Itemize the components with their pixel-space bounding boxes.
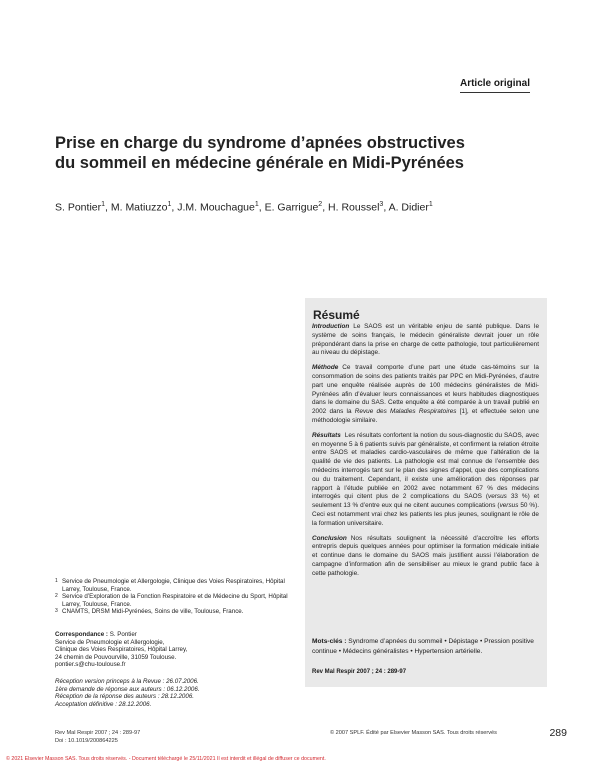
submission-dates — [55, 678, 295, 709]
footer-copyright: © 2007 SPLF. Édité par Elsevier Masson SAS. Tous droits réservés — [330, 730, 497, 736]
affiliation-number: 1 — [55, 578, 58, 584]
affiliation-item — [55, 593, 305, 608]
date-line: Réception version princeps à la Revue : 26.07.2006. — [55, 678, 199, 685]
author-separator: , — [171, 201, 178, 214]
author-name: A. Didier — [388, 201, 429, 214]
correspondence — [55, 631, 295, 669]
correspondence-label: Correspondance : — [55, 631, 108, 638]
affiliation-text: Service d’Exploration de la Fonction Respiratoire et de Médecine du Sport, Hôpital Larrey, Toulouse, France. — [62, 593, 288, 608]
author-name: J.M. Mouchague — [177, 201, 255, 214]
author-separator: , — [383, 201, 389, 214]
section-text: 33 %) et seulement 13 % d’entre eux qui ne citent aucunes complications ( — [312, 493, 539, 510]
correspondence-line: 24 chemin de Pouvourville, 31059 Toulouse. — [55, 653, 177, 661]
abstract-box — [305, 298, 547, 687]
abstract-resultats — [312, 432, 539, 529]
abstract-conclusion — [312, 535, 539, 579]
affiliation-number: 2 — [55, 593, 58, 600]
section-text: Ce travail comporte d’une part une étude cas-témoins sur la consommation de soins des patients traités par PPC en Midi-Pyrénées, d’autre part une enquête réalisée auprès de 100 médecins généralistes de Midi-Pyrénées afin d’évaluer leurs connaissances et leurs habitudes diagnostiques dans le domaine du SAS. Cette enquête a été comparée à un travail publié en 2002 dans la — [312, 364, 539, 416]
journal-reference: Rev Mal Respir 2007 ; 24 : 289-97 — [312, 669, 407, 675]
versus-term: versus — [488, 493, 507, 501]
section-label: Résultats — [312, 431, 341, 439]
versus-term: versus — [499, 502, 519, 510]
article-type-label: Article original — [459, 78, 530, 89]
author-separator: , — [258, 201, 265, 214]
author-name: H. Roussel — [328, 201, 380, 214]
author-name: M. Matiuzzo — [110, 201, 168, 214]
section-text: Nos résultats soulignent la nécessité d’accroître les efforts entrepris depuis quelques années pour optimiser la formation médicale initiale et continue dans le domaine du SAOS mais justifient aussi l’élaboration de campagne d’information afin de sensibiliser au mieux le grand public face à cette pathologie. — [312, 534, 539, 577]
author-affiliation-number: 1 — [101, 201, 106, 208]
header-rule — [460, 92, 530, 93]
author-list — [55, 201, 433, 214]
footer-citation — [55, 730, 140, 745]
section-text: Les résultats confortent la notion du sous-diagnostic du SAOS, avec en moyenne 5 à 6 patients suivis par généraliste, et confirment la relation étroite entre SAOS et maladies cardio-vasculaires de même que l’altération de la qualité de vie des patients. La pathologie est mal connue de l’ensemble des médecins interrogés tant sur le plan des signes d’appel, que des complications ou du traitement. Cependant, il existe une amélioration des réponses par rapport à l’étude publiée en 2002 avec notamment 67 % des médecins interrogés qui citent plus de 2 complications du SAOS ( — [312, 431, 539, 501]
affiliation-text: Service de Pneumologie et Allergologie, Clinique des Voies Respiratoires, Hôpital Larrey, Toulouse, France. — [62, 578, 285, 593]
affiliation-item — [55, 608, 305, 616]
abstract-body — [312, 323, 539, 585]
download-notice: © 2021 Elsevier Masson SAS. Tous droits réservés. - Document téléchargé le 25/11/2021 Il est interdit et illégal de diffuser ce document. — [6, 756, 326, 762]
abstract-methode — [312, 364, 539, 426]
author-affiliation-number: 1 — [254, 201, 259, 208]
author-affiliation-number: 1 — [428, 201, 433, 208]
author-affiliation-number: 2 — [318, 201, 323, 208]
page-number: 289 — [549, 727, 567, 739]
author-affiliation-number: 1 — [167, 201, 172, 208]
title-line-2: du sommeil en médecine générale en Midi-Pyrénées — [55, 154, 464, 172]
author-affiliation-number: 3 — [379, 201, 384, 208]
affiliation-item — [55, 578, 305, 593]
footer-doi: Doi : 10.1019/200864225 — [55, 737, 118, 744]
author-name: E. Garrigue — [264, 201, 319, 214]
date-line: 1ère demande de réponse aux auteurs : 06.12.2006. — [55, 685, 200, 693]
correspondence-name: S. Pontier — [109, 631, 137, 638]
affiliations — [55, 578, 305, 616]
author-separator: , — [322, 201, 329, 214]
article-title — [55, 133, 535, 173]
journal-citation: Revue des Maladies Respiratoires — [354, 408, 457, 416]
keywords — [312, 637, 539, 657]
affiliation-text: CNAMTS, DRSM Midi-Pyrénées, Soins de ville, Toulouse, France. — [62, 608, 244, 616]
section-text: [1], et effectuée selon une méthodologie similaire. — [312, 408, 540, 424]
section-label: Conclusion — [312, 534, 347, 542]
correspondence-line: Service de Pneumologie et Allergologie, — [55, 638, 165, 646]
section-text: 50 %). Ceci est notamment vrai chez les patients les plus jeunes, soulignant le rôle de la formation universitaire. — [312, 502, 539, 527]
section-text: Le SAOS est un véritable enjeu de santé publique. Dans le système de soins français, le médecin généraliste devrait jouer un rôle prépondérant dans la prise en charge de cette pathologie, tout particulièrement au niveau du dépistage. — [312, 323, 539, 357]
date-line: Réception de la réponse des auteurs : 28.12.2006. — [55, 693, 194, 701]
author-separator: , — [105, 201, 111, 214]
keywords-text: Syndrome d’apnées du sommeil • Dépistage • Pression positive continue • Médecins généralistes • Hypertension artérielle. — [312, 638, 534, 655]
date-line: Acceptation définitive : 28.12.2006. — [55, 701, 152, 709]
abstract-heading: Résumé — [313, 308, 360, 322]
correspondence-line: Clinique des Voies Respiratoires, Hôpital Larrey, — [55, 646, 188, 654]
keywords-label: Mots-clés : — [312, 638, 347, 645]
author-name: S. Pontier — [55, 201, 102, 214]
section-label: Introduction — [312, 323, 350, 330]
affiliation-number: 3 — [55, 608, 58, 615]
section-label: Méthode — [312, 364, 339, 372]
footer-journal: Rev Mal Respir 2007 ; 24 : 289-97 — [55, 730, 141, 736]
correspondence-email[interactable]: pontier.s@chu-toulouse.fr — [55, 661, 126, 669]
correspondence-head — [55, 631, 295, 639]
title-line-1: Prise en charge du syndrome d’apnées obstructives — [55, 134, 465, 152]
abstract-introduction — [312, 323, 539, 358]
